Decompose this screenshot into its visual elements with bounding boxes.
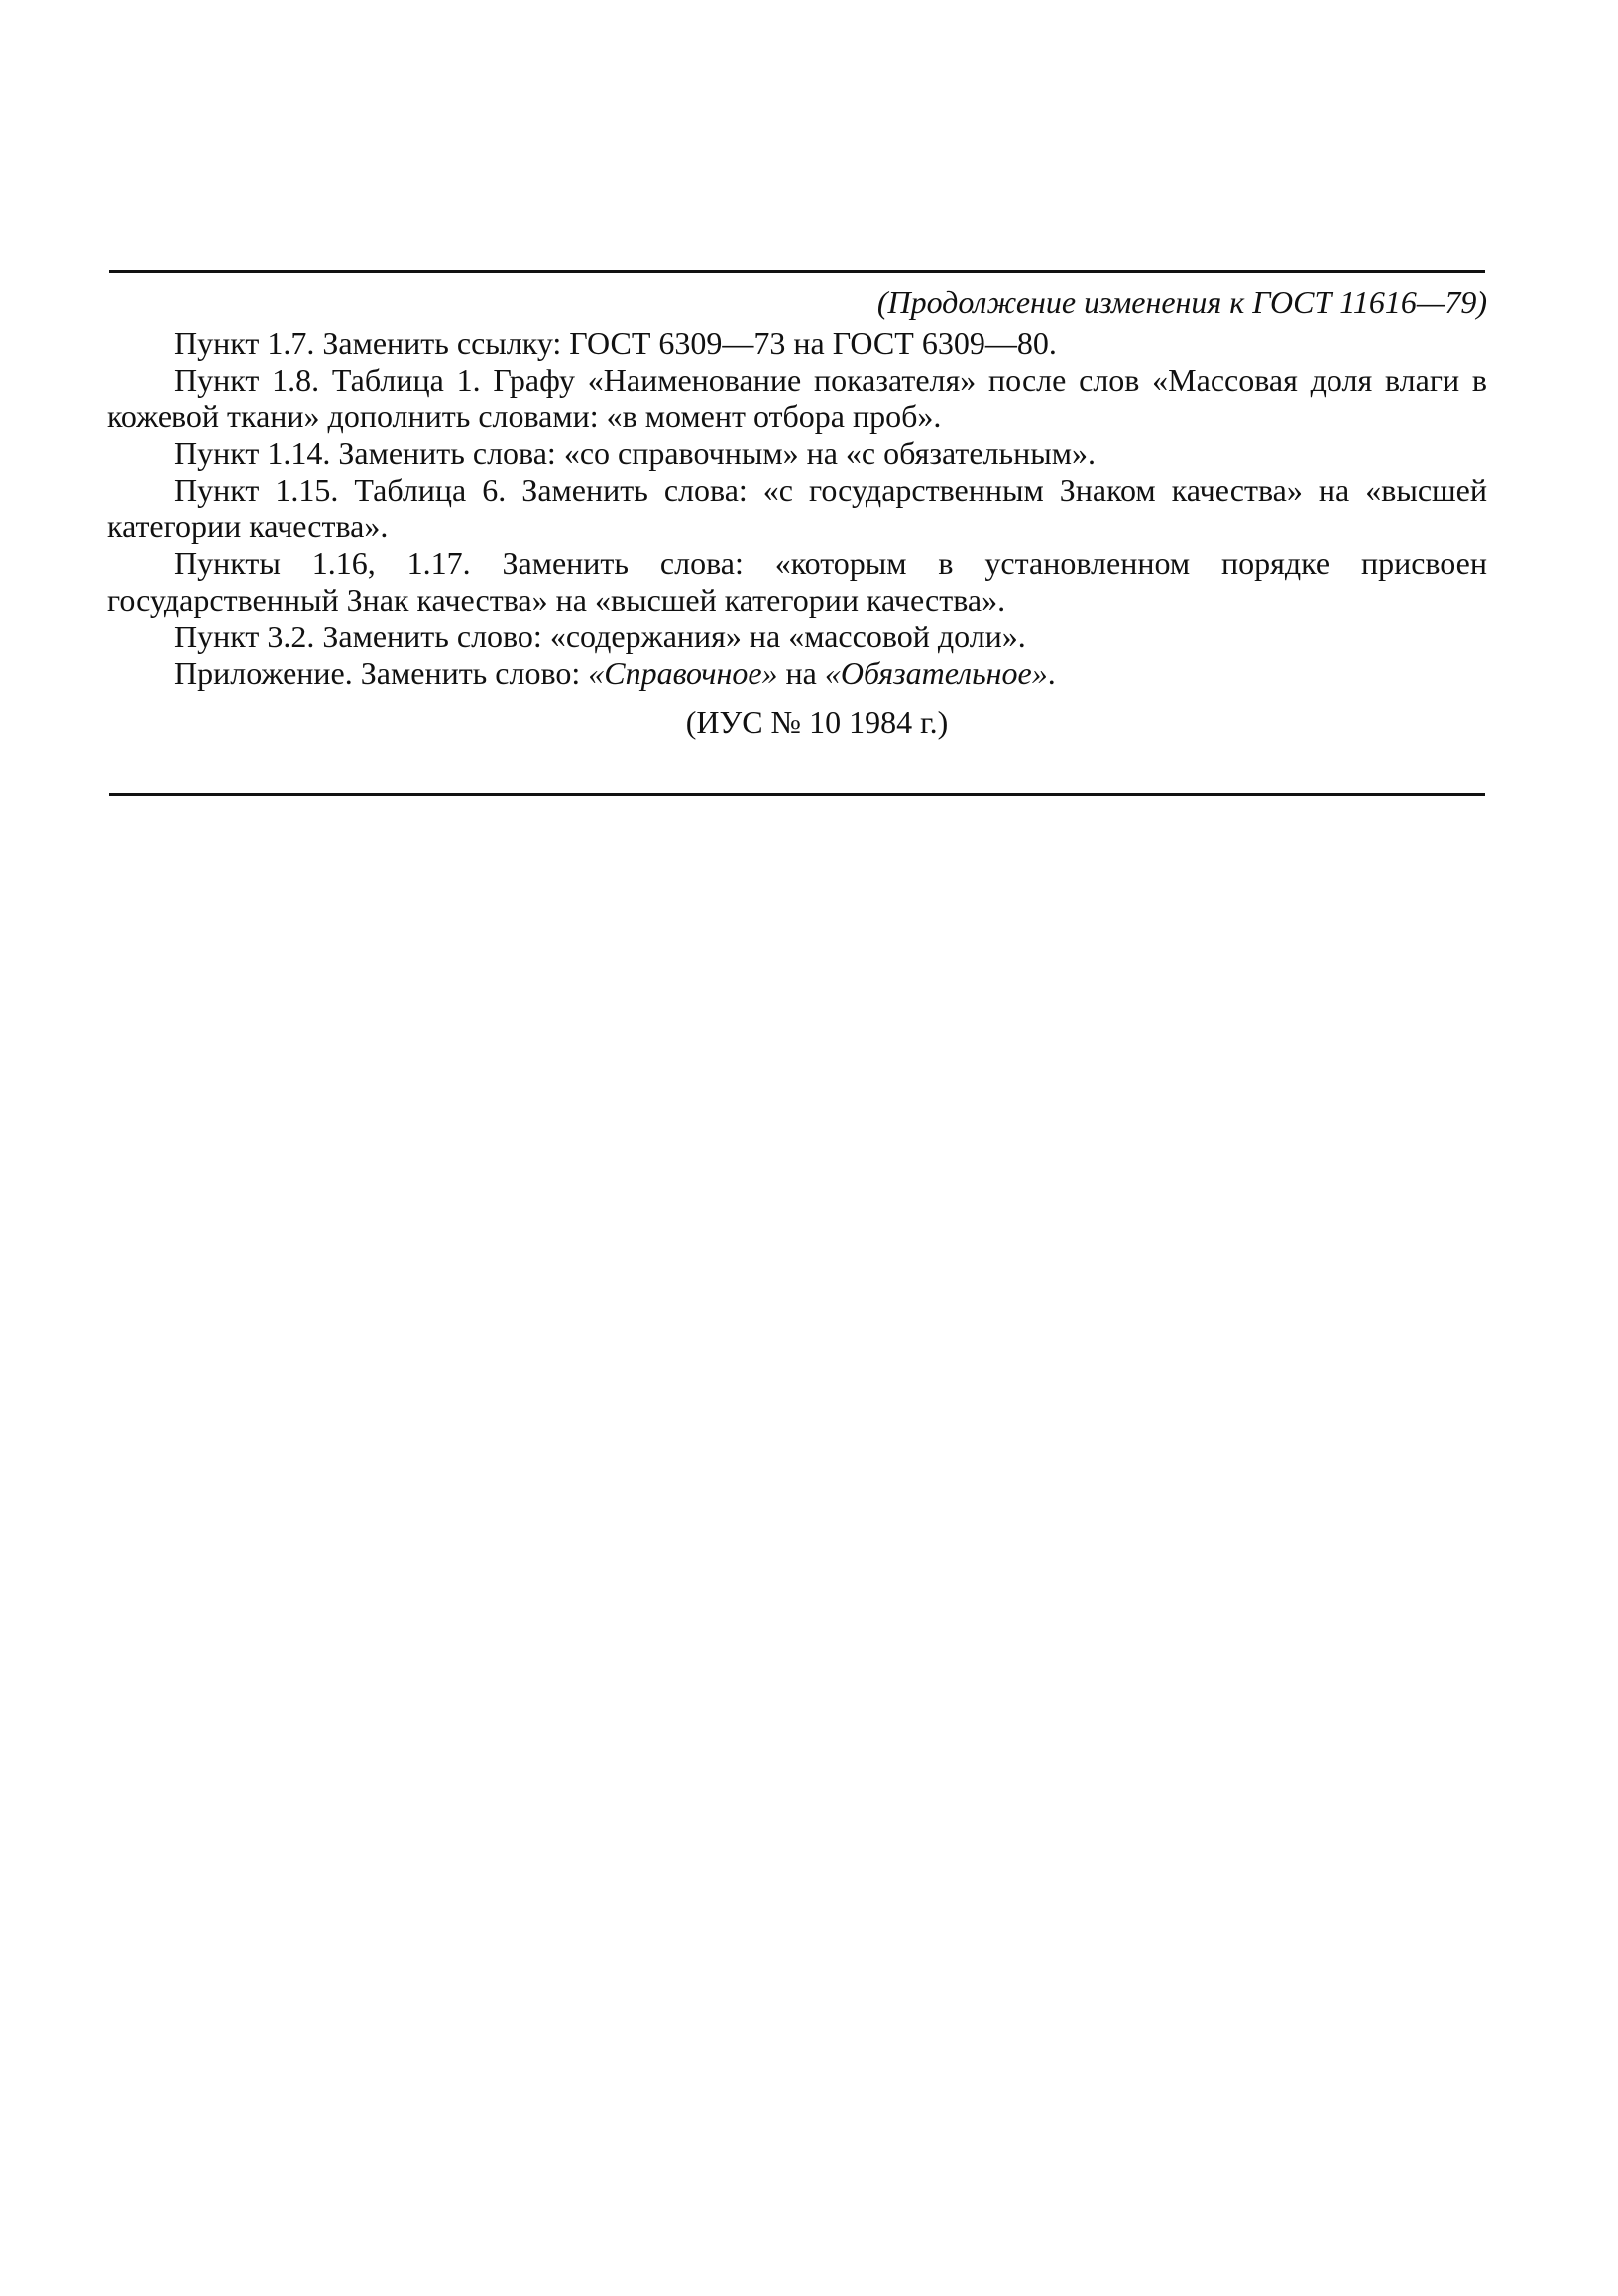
paragraph-1-16-1-17: Пункты 1.16, 1.17. Заменить слова: «которым в установленном порядке присвоен государственный Знак качества» на «высшей категории качества». <box>107 545 1487 618</box>
appendix-new-word: «Обязательное» <box>824 655 1048 691</box>
amendment-text <box>107 285 1487 741</box>
appendix-suffix: . <box>1047 655 1056 691</box>
continuation-note: (Продолжение изменения к ГОСТ 11616—79) <box>876 285 1487 320</box>
paragraph-1-15: Пункт 1.15. Таблица 6. Заменить слова: «с государственным Знаком качества» на «высшей категории качества». <box>107 472 1487 544</box>
source-reference: (ИУС № 10 1984 г.) <box>685 704 949 740</box>
paragraph-appendix <box>107 655 1487 692</box>
paragraph-1-8: Пункт 1.8. Таблица 1. Графу «Наименование показателя» после слов «Массовая доля влаги в кожевой ткани» дополнить словами: «в момент отбора проб». <box>107 362 1487 434</box>
bottom-divider <box>109 793 1485 796</box>
appendix-middle: на <box>777 655 825 691</box>
paragraph-3-2: Пункт 3.2. Заменить слово: «содержания» на «массовой доли». <box>174 619 1026 654</box>
paragraph-1-7: Пункт 1.7. Заменить ссылку: ГОСТ 6309—73 на ГОСТ 6309—80. <box>174 325 1057 361</box>
appendix-prefix: Приложение. Заменить слово: <box>174 655 589 691</box>
appendix-old-word: «Справочное» <box>588 655 778 691</box>
top-divider <box>109 270 1485 273</box>
paragraph-1-14: Пункт 1.14. Заменить слова: «со справочным» на «с обязательным». <box>174 435 1096 471</box>
